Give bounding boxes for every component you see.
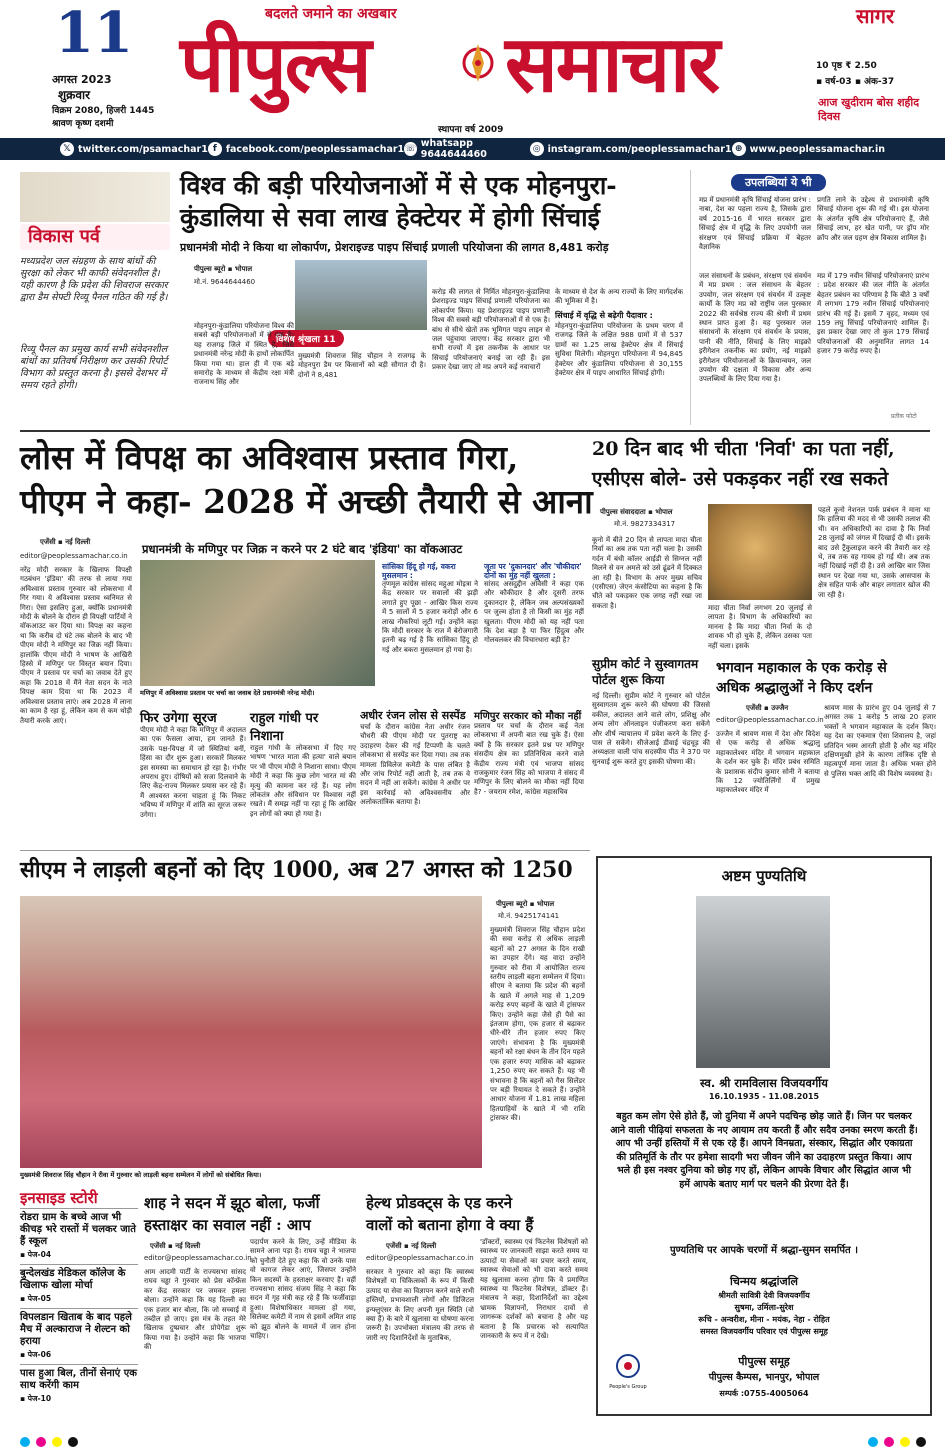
inside-item-text: पास हुआ बिल, तीनों सेनाएं एक साथ करेंगी काम xyxy=(20,1368,137,1391)
yellow-reg-mark xyxy=(900,1437,910,1447)
cyan-reg-mark xyxy=(868,1437,878,1447)
family-3: रूचि - अन्वरीश, मीना - मयंक, नेहा - रोहित xyxy=(698,1315,830,1324)
sc-portal-story xyxy=(592,656,710,846)
obituary-tribute: बहुत कम लोग ऐसे होते हैं, जो दुनिया में अपने पदचिन्ह छोड़ जाते हैं। जिन पर चलकर आने वाली पीढ़ियां सफलता के नए आयाम तय करती हैं और सदैव उनका स्मरण करती हैं। आप भी उन्हीं हस्तियों में से एक रहे हैं। आपने विनम्रता, संस्कार, सिद्धांत और एकाग्रता की प्रतिमूर्ति के तौर पर हमेशा सादगी भरा जीवन जीने का उदाहरण प्रस्तुत किया। आप भले ही इस नश्वर दुनिया को छोड़ गए हों, लेकिन आपके विचार और सिद्धांत आज भी हमें आपके बताए मार्ग पर चलने की प्रेरणा देते हैं। xyxy=(610,1111,918,1190)
social-link[interactable] xyxy=(530,142,732,156)
inside-item-text: रोडरा ग्राम के बच्चे आज भी कीचड़ भरे रास्तों में चलकर जाते हैं स्कूल xyxy=(20,1212,136,1247)
inside-item-text: विपलडान खिताब के बाद पहले मैच में अल्काराज ने शेल्टन को हराया xyxy=(20,1312,132,1347)
mahakal-email: editor@peoplessamachar.co.in xyxy=(716,716,824,724)
sc-portal-title: सुप्रीम कोर्ट ने सुस्वागतम पोर्टल शुरू किया xyxy=(592,657,699,687)
health-headline-2: वालों को बताना होगा वे क्या हैं xyxy=(366,1216,534,1234)
social-label: twitter.com/psamachar1 xyxy=(78,143,208,155)
whatsapp-icon: ☏ xyxy=(404,144,417,154)
series-badge: विशेष श्रृंखला 11 xyxy=(268,330,344,347)
founded: स्थापना वर्ष 2009 xyxy=(438,125,504,135)
shah-headline-1: शाह ने सदन में झूठ बोला, फर्जी xyxy=(144,1194,320,1212)
ladli-story xyxy=(20,854,585,1184)
photo-credit: प्रतीक फोटो xyxy=(891,413,917,420)
vikas-bullet-2: रिव्यू पैनल का प्रमुख कार्य सभी संवेदनशील बांधों का प्रतिवर्ष निरीक्षण कर उसकी रिपोर्ट विभाग को प्रस्तुत करना है। इससे देशभर में समय रहते होगी। xyxy=(20,344,168,391)
logo-pen-icon xyxy=(455,40,501,86)
cheetah-caption: मादा चीता निर्वा लगभग 20 जुलाई से लापता है। विभाग के अधिकारियों का मानना है कि मादा चीता निर्वा के दो शावक भी हो चुके हैं, लेकिन उसका पता नहीं चला। इसके xyxy=(708,604,812,650)
magenta-reg-mark xyxy=(36,1437,46,1447)
divider xyxy=(20,850,590,851)
shah-col-2: पदार्पण करने के लिए, उन्हें मीडिया के सामने आना पड़ा है। राघव चड्ढा ने भाजपा को चुनौती देते हुए कहा कि वो उनके पास वो कागज लेकर आएं, जिसपर उन्होंने किन सदस्यों के हस्ताक्षर करवाए हैं। वहीं राज्यसभा सांसद संजय सिंह ने कहा कि सदन में गृह मंत्री कह रहे हैं कि फर्जीवाड़ा हुआ। विशेषाधिकार मामला हो गया, सिलेक्ट कमेटी में नाम से इसमें अमित शाह को झूठ बोलने के मामले में जान होना चाहिए। xyxy=(250,1238,356,1341)
lead-mobile: मो.नं. 9644644460 xyxy=(194,278,256,286)
date-day: 11 xyxy=(55,0,133,66)
weekday: शुक्रवार xyxy=(58,88,91,102)
nc-sub-3: अधीर रंजन लोस से सस्पेंड चर्चा के दौरान कांग्रेस नेता अधीर रंजन चौधरी की पीएम मोदी पर पुतराष्ट्र का उदाहरण देकर की गई टिप्पणी के चलते लोकसभा से सस्पेंड कर दिया गया। तब तक मामला प्रिविलेज कमेटी के पास लंबित है और जांच रिपोर्ट नहीं आती है, तब तक वे सदन में नहीं आ सकेंगे। कांग्रेस ने अधीर पर इस कार्रवाई को अविश्वसनीय और अलोकतांत्रिक बताया है। xyxy=(360,709,470,807)
social-link[interactable] xyxy=(60,142,208,156)
mahakal-headline-2: अधिक श्रद्धालुओं ने किए दर्शन xyxy=(716,680,873,696)
black-reg-mark xyxy=(916,1437,926,1447)
obituary-ad xyxy=(596,856,932,1416)
ladli-body: मुख्यमंत्री शिवराज सिंह चौहान प्रदेश की सवा करोड़ से अधिक लाड़ली बहनों को 27 अगस्त के दिन राखी का उपहार देंगे। यह वादा उन्होंने गुरुवार को रीवा में आयोजित राज्य स्तरीय लाड़ली बहना सम्मेलन में दिया। सीएम ने बताया कि प्रदेश की बहनों के खाते में अगले माह से 1,209 करोड़ रुपए बहनों के खाते में ट्रांसफर किए। उन्होंने कहा जैसे ही पैसे का इंतजाम होगा, एक हजार से बढ़ाकर धीरे-धीरे तीन हजार रुपए किए जाएंगे। संभावना है कि मुख्यमंत्री बहनों को रक्षा बंधन के तीन दिन पहले एक हजार रुपए मासिक को बढ़ाकर 1,250 रुपए कर सकते हैं। यह भी संभावना है कि बहनों को गैस सिलेंडर पर बड़ी रियायत दे सकते हैं। उन्होंने आधार योजना में 1.81 लाख महिला हितग्राहियों के खाते में भी राशि ट्रांसफर की। xyxy=(490,926,585,1123)
family-4: समस्त विजयवर्गीय परिवार एवं पीपुल्स समूह xyxy=(700,1327,828,1336)
family-2: सुषमा, उर्मिला-सुरेश xyxy=(734,1303,794,1312)
social-label: facebook.com/peoplessamachar1 xyxy=(225,143,405,155)
cheetah-headline-2: एसीएस बोले- उसे पकड़कर नहीं रख सकते xyxy=(592,468,889,490)
nc-headline-1: लोस में विपक्ष का अविश्वास प्रस्ताव गिरा, xyxy=(20,438,519,477)
instagram-icon: ◎ xyxy=(530,142,544,156)
shah-story xyxy=(144,1192,356,1428)
yellow-reg-mark xyxy=(52,1437,62,1447)
inside-list xyxy=(20,1208,138,1408)
quote-2 xyxy=(484,562,584,702)
facebook-icon: f xyxy=(208,142,222,156)
paper-name-right: समाचार xyxy=(505,19,719,110)
vikas-label: विकास पर्व xyxy=(20,224,170,250)
pm-modi-photo xyxy=(140,560,375,686)
tagline: बदलते जमाने का अखबार xyxy=(265,6,397,22)
inside-item[interactable] xyxy=(20,1308,138,1364)
mahakal-col-1: उज्जैन में श्रावण मास में देश और विदेश से एक करोड़ से अधिक श्रद्धालु महाकालेश्वर मंदिर में भगवान महाकाल के दर्शन कर चुके हैं। मंदिर प्रबंध समिति के प्रशासक संदीप कुमार सोनी ने बताया कि 12 ज्योतिर्लिंगों में प्रमुख महाकालेश्वर मंदिर में xyxy=(716,730,820,795)
health-col-2: 'डॉक्टरों, स्वास्थ्य एवं फिटनेस विशेषज्ञों को स्वास्थ्य पर जानकारी साझा करते समय या उत्पादों या सेवाओं का प्रचार करते समय, स्वास्थ्य सेवाओं को भी दावा करते समय यह खुलासा करना होगा कि वे प्रमाणित स्वास्थ्य या फिटनेस विशेषज्ञ, डॉक्टर हैं। मंत्रालय ने कहा, दिशानिर्देशों का उद्देश्य भ्रामक विज्ञापनों, निराधार दावों से जागरूक दर्शकों को बचाना है और यह बताना है कि प्रचारक को सत्यापित जानकारी के रूप में न देखें। xyxy=(480,1238,588,1341)
cheetah-headline-1: 20 दिन बाद भी चीता 'निर्वा' का पता नहीं, xyxy=(592,438,895,460)
inside-item-page: ▪ पेज-10 xyxy=(20,1394,52,1403)
social-bar xyxy=(0,138,945,160)
inside-item-page: ▪ पेज-05 xyxy=(20,1294,52,1303)
lead-col-4-body: मोहनपुरा-कुंडालिया परियोजना के प्रथम चरण में राजगढ़ जिले के लक्षित 988 ग्रामों में से 537 ग्रामों का 1.25 लाख हेक्टेयर क्षेत्र में सिंचाई सुविधा मिलेगी। मोहनपुरा परियोजना में 94,845 हेक्टेयर और कुंडालिया परियोजना से 30,155 हेक्टेयर क्षेत्र में पाइप आधारित सिंचाई होगी। xyxy=(555,322,683,378)
inside-story-box xyxy=(20,1188,138,1428)
achievement-right-2: मप्र में 179 नवीन सिंचाई परियोजनाएं प्रारंभ : प्रदेश सरकार की जल नीति के अंतर्गत बेहतर प्रबंधन का परिणाम है कि बीते 3 वर्षों में लगभग 179 नवीन सिंचाई परियोजनाएं प्रारंभ की गई हैं। इसमें 7 वृहद, मध्यम एवं 159 लघु सिंचाई परियोजनाएं शामिल हैं। इस प्रकार देखा जाए तो कुल 179 सिंचाई परियोजनाओं की अनुमानित लागत 14 हजार 79 करोड़ रुपए है। xyxy=(817,272,929,356)
inside-item-text: बुन्देलखंड मेडिकल कॉलेज के खिलाफ खोला मोर्चा xyxy=(20,1268,126,1291)
social-link[interactable] xyxy=(208,142,404,156)
achievements-box xyxy=(690,170,931,425)
nc-sub-2: राहुल गांधी पर निशाना राहुल गांधी के लोकसभा में दिए गए भाषण 'भारत माता की हत्या' वाले बयान पर भी पीएम मोदी ने निशाना साधा। पीएम मोदी ने कहा कि कुछ लोग भारत मां की मृत्यु की कामना कर रहे हैं। यह लोग लोकतंत्र और संविधान पर विश्वास नहीं रखते। मैं समझ नहीं पा रहा हूं कि आखिर इन लोगों को क्या हो गया है। xyxy=(250,711,356,818)
social-link[interactable] xyxy=(404,138,529,160)
nc-headline-2: पीएम ने कहा- 2028 में अच्छी तैयारी से आना xyxy=(20,482,593,521)
lead-subhead: प्रधानमंत्री मोदी ने किया था लोकार्पण, प्रेशराइज्ड पाइप सिंचाई प्रणाली परियोजना की लागत 8,481 करोड़ xyxy=(180,241,609,254)
inside-item-page: ▪ पेज-06 xyxy=(20,1350,52,1359)
lead-headline-2: कुंडालिया से सवा लाख हेक्टेयर में होगी सिंचाई xyxy=(180,203,600,232)
family-1: श्रीमती सावित्री देवी विजयवर्गीय xyxy=(718,1291,810,1300)
cheetah-col-1: कूनो में बीते 20 दिन से लापता मादा चीता निर्वा का अब तक पता नहीं चला है। उसकी गर्दन में बंधी कॉलर आईडी से सिग्नल नहीं मिलने से वन अमले को उसे ढूंढने में दिक्कत आ रही है। विभाग के अपर मुख्य सचिव (एसीएस) जेएन कंसोटिया का कहना है कि चीते को पकड़कर एक जगह नहीं रखा जा सकता है। xyxy=(592,536,702,610)
achievement-left-1: मप्र में प्रधानमंत्री कृषि सिंचाई योजना प्रारंभ : नाबा, देश का पहला राज्य है, जिसके द्वारा वर्ष 2015-16 में भारत सरकार द्वारा सिंचाई क्षेत्र में वृद्धि के लिए उपयोगी जल संरक्षण एवं सिंचाई प्रक्रिया में बेहतर वैज्ञानिक xyxy=(699,196,811,252)
paper-name-left: पीपुल्स xyxy=(180,19,370,110)
inside-item[interactable] xyxy=(20,1264,138,1308)
ladli-mobile: मो.नं. 9425174141 xyxy=(498,912,560,920)
vikas-bullet-1: मध्यप्रदेश जल संग्रहण के साथ बांधों की सुरक्षा को लेकर भी काफी संवेदनशील है। यही कारण है कि प्रदेश की शिवराज सरकार द्वारा डैम सेफ्टी रिव्यू पैनल गठित की गई है। xyxy=(20,256,168,303)
nc-photo-caption: मणिपुर में अविश्वास प्रस्ताव पर चर्चा का जवाब देते प्रधानमंत्री नरेन्द्र मोदी। xyxy=(140,689,315,697)
social-label: www.peoplessamachar.in xyxy=(749,143,885,155)
quote-1 xyxy=(382,562,478,702)
ladli-byline: पीपुल्स ब्यूरो ▪ भोपाल xyxy=(496,900,555,908)
lead-col-1: मोहनपुरा-कुंडालिया परियोजना विश्व की सबसे बड़ी परियोजनाओं में से एक है। यह राजगढ़ जिले में स्थित है, जिसे प्रधानमंत्री नरेन्द्र मोदी के हाथों लोकार्पित किया गया था। हाल ही में एक बड़े समारोह के माध्यम से केंद्रीय रक्षा मंत्री राजनाथ सिंह और xyxy=(194,322,294,387)
inside-item[interactable] xyxy=(20,1364,138,1408)
black-reg-mark xyxy=(68,1437,78,1447)
health-col-1: सरकार ने गुरुवार को कहा कि स्वास्थ्य विशेषज्ञों या चिकित्सकों के रूप में किसी उत्पाद या सेवा का विज्ञापन करने वाले सभी हस्तियों, प्रभावशाली लोगों और डिजिटल इन्फ्लुएंसर के लिए अपनी मूल स्थिति (वो क्या हैं) के बारे में खुलासा या घोषणा करना जरूरी है। उपभोक्ता मंत्रालय की तरफ से जारी नए दिशानिर्देशों के मुताबिक, xyxy=(366,1268,475,1342)
health-headline-1: हेल्थ प्रोडक्ट्स के एड करने xyxy=(366,1194,513,1212)
quote-1-text: तृणमूल कांग्रेस सांसद महुआ मोइत्रा ने केंद्र सरकार पर सवालों की झड़ी लगाते हुए पूछा - आखिर किस राज्य में 5 सालों में 5 हजार करोड़ों और 6 लाख नौकरियां लूटी गई। उन्होंने कहा कि मोदी सरकार के राज में बेरोजगारी इतनी बढ़ गई है कि सांसिका हिंदू हो गई और बकरा मुसलमान हो गया है। xyxy=(382,580,478,654)
achievements-title: उपलब्धियां ये भी xyxy=(731,174,826,191)
shah-col-1: आम आदमी पार्टी के राज्यसभा सांसद राघव चड्ढा ने गुरुवार को प्रेस कॉन्फ्रेंस कर केंद्र सरकार पर जमकर हमला बोला। उन्होंने कहा कि यह दिल्ली का एक हजार बार बोला, कि जो सच्चाई में तब्दील हो जाए। इस मंत्र के तहत मेरे खिलाफ दुष्प्रचार और प्रोपेगेंडा शुरू किया गया है। उन्होंने कहा कि भाजपा की xyxy=(144,1268,246,1352)
lead-col-4-sub: सिंचाई में वृद्धि से बढ़ेगी पैदावार : xyxy=(555,311,653,320)
pages-price: 10 पृष्ठ ₹ 2.50 xyxy=(816,61,877,71)
mahakal-agency: एजेंसी ▪ उज्जैन xyxy=(746,704,789,712)
group-name: पीपुल्स समूह xyxy=(738,1355,790,1368)
dam-photo xyxy=(295,260,427,330)
shah-email: editor@peoplessamachar.co.in xyxy=(144,1254,252,1262)
lead-col-3: करोड़ की लागत से निर्मित मोहनपुरा-कुंडालिया प्रेशराइज्ड पाइप सिंचाई प्रणाली परियोजना का लोकार्पण किया। यह प्रेशराइज्ड पाइप प्रणाली विश्व की सबसे बड़ी परियोजनाओं में से एक है। बांध से सीधे खेतों तक भूमिगत पाइप लाइन से जल पहुंचाया जाएगा। केंद्र सरकार द्वारा भी सभी राज्यों में इस तकनीक के आधार पर सिंचाई परियोजनाएं बनाई जा रही हैं। इस प्रकार देखा जाए तो मप्र अपने कई नवाचारों xyxy=(432,288,550,372)
social-link[interactable] xyxy=(732,142,885,156)
date-month: अगस्त 2023 xyxy=(52,73,112,86)
lead-headline-1: विश्व की बड़ी परियोजनाओं में से एक मोहनपुरा- xyxy=(180,171,617,200)
obituary-dates: 16.10.1935 - 11.08.2015 xyxy=(708,1092,820,1101)
cyan-reg-mark xyxy=(20,1437,30,1447)
health-email: editor@peoplessamachar.co.in xyxy=(366,1254,474,1262)
lead-story xyxy=(180,170,685,420)
mahakal-story xyxy=(716,658,936,848)
nc-agency: एजेंसी ▪ नई दिल्ली xyxy=(40,538,91,546)
peoples-logo: People's Group xyxy=(606,1352,650,1396)
leaders-photo xyxy=(20,172,170,222)
obituary-title: अष्टम पुण्यतिथि xyxy=(721,867,807,885)
lead-byline: पीपुल्स ब्यूरो ▪ भोपाल xyxy=(194,265,253,273)
cheetah-photo xyxy=(708,504,812,600)
nc-sub-4: मणिपुर सरकार को मौका नहीं प्रस्ताव पर चर्चा के दौरान कई नेता लोकसभा में अपनी बात रख चुके हैं। ऐसा क्यों है कि सरकार इतने प्रश्न पर मणिपुर संसदीय क्षेत्र का प्रतिनिधित्व करने वाले केंद्रीय राज्य मंत्री एवं भाजपा सांसद राजकुमार रंजन सिंह को भाजपा ने संसद में मणिपुर के लिए बोलने का मौका नहीं दिया है? - जयराम रमेश, कांग्रेस महासचिव xyxy=(474,711,584,796)
mahakal-col-2: श्रावण मास के प्रारंभ हुए 04 जुलाई से 7 अगस्त तक 1 करोड़ 5 लाख 20 हजार भक्तों ने भगवान महाकाल के दर्शन किए। यह देश का एकमात्र ऐसा शिवालय है, जहां प्रतिदिन भस्म आरती होती है और यह मंदिर दक्षिणमुखी होने के कारण तांत्रिक दृष्टि से महत्वपूर्ण माना जाता है। अधिक भक्त होने से पुलिस भक्त आदि की विशेष व्यवस्था है। xyxy=(824,704,936,778)
achievement-left-2: जल संसाधनों के प्रबंधन, संरक्षण एवं संवर्धन में मप्र प्रथम : जल संसाधन के बेहतर उपयोग, जल संरक्षण एवं संवर्धन में उत्कृष्ट कार्यों के लिए मप्र को राष्ट्रीय जल पुरस्कार 2022 की सर्वश्रेष्ठ राज्य की श्रेणी में प्रथम स्थान प्राप्त हुआ है। यह पुरस्कार जल संसाधनों के संरक्षण एवं संवर्धन के प्रयास, पानी की नीति, सिंचाई के लिए माइक्रो इरीगेशन तकनीक का प्रयोग, नई माइक्रो इरीगेशन परियोजनाओं के क्रियान्वयन, जल उपयोग की दक्षता में विकास और अन्य उपलब्धियों के लिए दिया गया है। xyxy=(699,272,811,384)
mahakal-headline-1: भगवान महाकाल के एक करोड़ से xyxy=(716,660,887,676)
vikas-parv-panel xyxy=(20,172,170,422)
magenta-reg-mark xyxy=(884,1437,894,1447)
inside-item-page: ▪ पेज-04 xyxy=(20,1250,52,1259)
portrait-photo xyxy=(696,896,830,1068)
samvat: विक्रम 2080, हिजरी 1445 xyxy=(52,106,155,116)
ladli-caption: मुख्यमंत्री शिवराज सिंह चौहान ने रीवा में गुरुवार को लाड़ली बहना सम्मेलन में लोगों को संबोधित किया। xyxy=(20,1171,262,1179)
lead-col-2: मुख्यमंत्री शिवराज सिंह चौहान ने राजगढ़ के मोहनपुरा डैम पर किसानों को बड़ी सौगात दी है। दोनों ने 8,481 xyxy=(298,352,426,379)
shraddhanjali-label: चिन्मय श्रद्धांजलि xyxy=(729,1275,798,1288)
edition-city: सागर xyxy=(856,4,895,28)
no-confidence-story xyxy=(20,436,593,846)
health-agency: एजेंसी ▪ नई दिल्ली xyxy=(386,1242,437,1250)
quote-1-who: सांसिका हिंदू हो गई, वकरा मुसलमान : xyxy=(382,562,456,580)
shah-agency: एजेंसी ▪ नई दिल्ली xyxy=(150,1242,201,1250)
obituary-name: स्व. श्री रामविलास विजयवर्गीय xyxy=(700,1076,828,1090)
social-label: whatsapp 9644644460 xyxy=(420,138,487,160)
group-contact: सम्पर्क :0755-4005064 xyxy=(719,1389,809,1398)
health-story xyxy=(366,1192,588,1428)
globe-icon: ⊕ xyxy=(732,142,746,156)
cheetah-byline: पीपुल्स संवाददाता ▪ भोपाल xyxy=(600,508,673,516)
cheetah-story xyxy=(592,436,932,650)
achievement-right-1: प्रगति लाने के उद्देश्य से प्रधानमंत्री कृषि सिंचाई योजना शुरू की गई थी। इस योजना के अंतर्गत कृषि क्षेत्र परियोजनाएं हैं, जैसे सिंचाई लाभ, हर खेत पानी, पर ड्रॉप मोर क्रॉप और जल ग्रहण क्षेत्र विकास शामिल है। xyxy=(817,196,929,242)
cheetah-col-2: पहले कूनो नेशनल पार्क प्रबंधन ने माना था कि हालिया की मदद से भी उसकी तलाश की थी। वन अधिकारियों का दावा है कि निर्वा 28 जुलाई को जंगल में दिखाई दी थी। इसके बाद उसे ट्रैंकुलाइज करने की तैयारी कर रहे थे, तब तक वह गायब हो गई थी। अब तक नहीं दिखाई नहीं दी है। उसे आखिर बार जिस स्थान पर देखा गया था, उसके आसपास के क्षेत्र सहित पार्क और बाहर लगातार खोज की जा रही है। xyxy=(818,506,930,599)
tithi: श्रावण कृष्ण दशमी xyxy=(52,119,114,129)
obituary-closing: पुण्यतिथि पर आपके चरणों में श्रद्धा-सुमन समर्पित । xyxy=(669,1245,859,1256)
sc-portal-body: नई दिल्ली। सुप्रीम कोर्ट ने गुरुवार को पोर्टल सुस्वागतम शुरू करने की घोषणा की जिससे वकील, अदालत आने वाले लोग, प्रशिक्षु और अन्य लोग ऑनलाइन पंजीकरण करा सकेंगे और शीर्ष न्यायालय में प्रवेश करने के लिए ई-पास ले सकेंगे। सीजेआई डीवाई चंद्रचूड़ की अध्यक्षता वाली पांच सदस्यीय पीठ ने 370 पर सुनवाई शुरू करते हुए इसकी घोषणा की। xyxy=(592,692,710,766)
inside-item[interactable] xyxy=(20,1208,138,1264)
shah-headline-2: हस्ताक्षर का सवाल नहीं : आप xyxy=(144,1216,311,1234)
ladli-headline: सीएम ने लाड़ली बहनों को दिए 1000, अब 27 अगस्त को 1250 xyxy=(20,857,573,883)
divider xyxy=(20,430,930,432)
x-icon: 𝕏 xyxy=(60,142,74,156)
inside-title: इनसाइड स्टोरी xyxy=(20,1189,98,1207)
rally-photo xyxy=(20,896,482,1168)
quote-2-text: सांसद असदुद्दीन ओवैसी ने कहा एक और कौकीदार है और दूसरी तरफ दुकानदार है, लेकिन जब अल्पसंख्यकों पर जुल्म होता है तो किसी का मुंह नहीं खुलता। पीएम मोदी को यह नहीं पता कि देश बड़ा है या फिर हिंदुत्व और गोलवलकर की विचारधारा बड़ी है? xyxy=(484,580,584,645)
quote-2-who: जूता पर 'दुकानदार' और 'चौकीदार' दोनों का मुंह नहीं खुलता : xyxy=(484,562,582,580)
cheetah-mobile: मो.नं. 9827334317 xyxy=(614,520,676,528)
nc-email: editor@peoplessamachar.co.in xyxy=(20,552,128,560)
nc-body: नरेंद्र मोदी सरकार के खिलाफ विपक्षी गठबंधन 'इंडिया' की तरफ से लाया गया अविश्वास प्रस्ताव गुरुवार को लोकसभा में गिर गया। ये अविश्वास प्रस्ताव ध्वनिमत से गिरा। ऐसा इसलिए हुआ, क्योंकि प्रधानमंत्री मोदी के बोलने के दौरान ही विपक्षी पार्टियों ने वॉकआउट कर दिया था। विपक्ष का कहना था कि करीब दो घंटे तक बोलने के बाद भी पीएम मोदी ने मणिपुर का जिक्र नहीं किया। हालांकि पीएम मोदी ने भाषण के आखिरी हिस्से में मणिपुर पर विस्तृत बयान दिया। पीएम ने प्रस्ताव पर चर्चा का जवाब देते हुए कहा कि 2018 में मैंने नेता सदन के नाते विपक्ष काम दिया था कि 2023 में अविश्वास प्रस्ताव लाएं। अब 2028 में लाना का काम है रहा हूं, लेकिन कम से कम थोड़ी तैयारी करके आएं। xyxy=(20,566,132,725)
social-label: instagram.com/peoplessamachar1 xyxy=(547,143,732,155)
group-address: पीपुल्स कैम्पस, भानपुर, भोपाल xyxy=(708,1372,820,1383)
nc-sub-1: फिर उगेगा सूरज पीएम मोदी ने कहा कि मणिपुर में अदालत का एक फैसला आया, हम जानते हैं। उसके पक्ष-विपक्ष में जो स्थितियां बनीं, हिंसा का दौर शुरू हुआ। सरकारें मिलकर इस समस्या का समाधान हो रहा है। गंभीर अपराध हुए। दोषियों को सजा दिलवाने के लिए केंद्र-राज्य मिलकर प्रयास कर रहे हैं। मैं आश्वस्त करना चाहता हूं कि निकट भविष्य में मणिपुर में शांति का सूरज जरूर उगेगा। xyxy=(140,711,246,819)
anniversary-note: आज खुदीराम बोस शहीद दिवस xyxy=(818,96,920,123)
volume: ▪ वर्ष-03 ▪ अंक-37 xyxy=(816,77,895,87)
masthead xyxy=(0,0,945,140)
nc-subhead: प्रधानमंत्री के मणिपुर पर जिक्र न करने पर 2 घंटे बाद 'इंडिया' का वॉकआउट xyxy=(142,542,463,556)
lead-col-4: के माध्यम से देश के अन्य राज्यों के लिए मार्गदर्शक की भूमिका में है। xyxy=(555,288,683,306)
